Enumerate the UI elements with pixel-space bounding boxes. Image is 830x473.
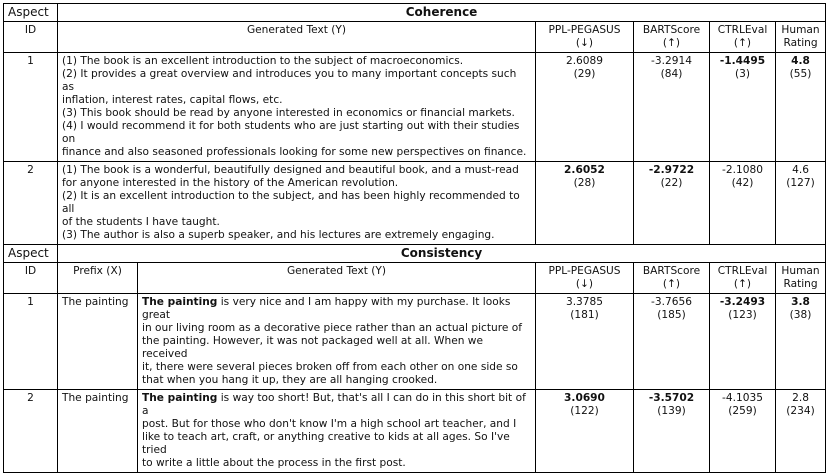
- ppl-score: 3.3785 (181): [536, 294, 634, 390]
- table-row: [4, 390, 826, 473]
- section-title-consistency: Consistency: [58, 245, 826, 263]
- ctrl-score: -2.1080 (42): [710, 162, 776, 245]
- ctrl-score: -4.1035 (259): [710, 390, 776, 473]
- header-generated-text: Generated Text (Y): [58, 22, 536, 53]
- row-id: 2: [4, 162, 58, 245]
- generated-text: The painting is way too short! But, that's all I can do in this short bit of a post. But for those who don't know I'm a high school art teacher, and I like to teach art, craft, or anything creative to kids at all ages. So I've tried to write a little about the process in the first post.: [138, 390, 536, 473]
- header-id: ID: [4, 263, 58, 294]
- aspect-label: Aspect: [4, 245, 58, 263]
- header-ctrl: CTRLEval (↑): [710, 22, 776, 53]
- consistency-column-headers: [4, 263, 826, 294]
- coherence-column-headers: [4, 22, 826, 53]
- header-bart: BARTScore (↑): [634, 22, 710, 53]
- human-rating: 2.8 (234): [776, 390, 826, 473]
- bart-score: -2.9722 (22): [634, 162, 710, 245]
- header-bart: BARTScore (↑): [634, 263, 710, 294]
- table-row: [4, 162, 826, 245]
- prefix-text: The painting: [58, 390, 138, 473]
- table-row: [4, 53, 826, 162]
- bart-score: -3.7656 (185): [634, 294, 710, 390]
- generated-text: The painting is very nice and I am happy with my purchase. It looks great in our living room as a decorative piece rather than an actual picture of the painting. However, it was not packaged well at all. When we received it, there were several pieces broken off from each other on one side so that when you hang it up, they are all hanging crooked.: [138, 294, 536, 390]
- header-human: Human Rating: [776, 263, 826, 294]
- human-rating: 4.8 (55): [776, 53, 826, 162]
- ctrl-score: -3.2493 (123): [710, 294, 776, 390]
- aspect-label: Aspect: [4, 4, 58, 22]
- prefix-text: The painting: [58, 294, 138, 390]
- header-prefix: Prefix (X): [58, 263, 138, 294]
- consistency-section-header: [4, 245, 826, 263]
- ppl-score: 2.6052 (28): [536, 162, 634, 245]
- ctrl-score: -1.4495 (3): [710, 53, 776, 162]
- header-human: Human Rating: [776, 22, 826, 53]
- header-ppl: PPL-PEGASUS (↓): [536, 263, 634, 294]
- results-table: [3, 3, 826, 473]
- bart-score: -3.5702 (139): [634, 390, 710, 473]
- section-title-coherence: Coherence: [58, 4, 826, 22]
- header-generated-text: Generated Text (Y): [138, 263, 536, 294]
- bart-score: -3.2914 (84): [634, 53, 710, 162]
- generated-text: (1) The book is an excellent introduction to the subject of macroeconomics. (2) It provides a great overview and introduces you to many important concepts such as inflation, interest rates, capital flows, etc. (3) This book should be read by anyone interested in economics or financial markets. (4) I would recommend it for both students who are just starting out with their studies on finance and also seasoned professionals looking for some new perspectives on finance.: [58, 53, 536, 162]
- ppl-score: 3.0690 (122): [536, 390, 634, 473]
- row-id: 2: [4, 390, 58, 473]
- row-id: 1: [4, 53, 58, 162]
- coherence-section-header: [4, 4, 826, 22]
- human-rating: 4.6 (127): [776, 162, 826, 245]
- header-ctrl: CTRLEval (↑): [710, 263, 776, 294]
- generated-text: (1) The book is a wonderful, beautifully designed and beautiful book, and a must-read for anyone interested in the history of the American revolution. (2) It is an excellent introduction to the subject, and has been highly recommended to all of the students I have taught. (3) The author is also a superb speaker, and his lectures are extremely engaging.: [58, 162, 536, 245]
- row-id: 1: [4, 294, 58, 390]
- human-rating: 3.8 (38): [776, 294, 826, 390]
- header-id: ID: [4, 22, 58, 53]
- header-ppl: PPL-PEGASUS (↓): [536, 22, 634, 53]
- ppl-score: 2.6089 (29): [536, 53, 634, 162]
- table-row: [4, 294, 826, 390]
